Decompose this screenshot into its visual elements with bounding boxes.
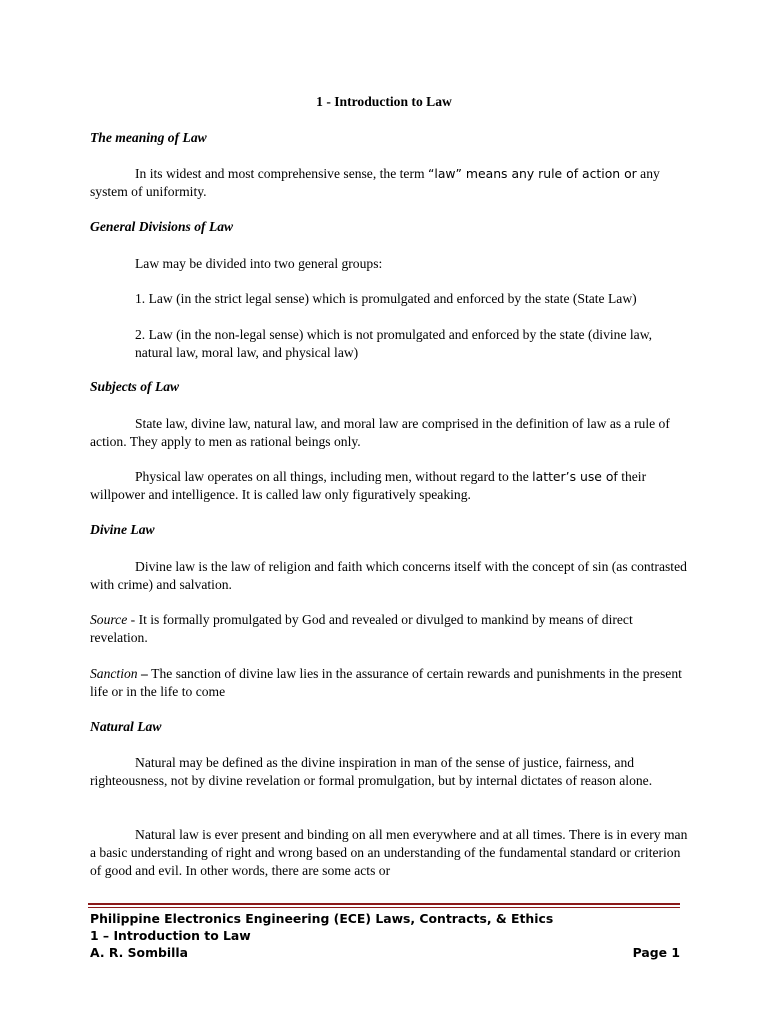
paragraph-subjects-1: State law, divine law, natural law, and moral law are comprised in the definition of law as a rule of action. They apply to men as rational beings only.: [90, 416, 670, 449]
heading-meaning-of-law: The meaning of Law: [90, 130, 207, 145]
list-item: 2. Law (in the non-legal sense) which is not promulgated and enforced by the state (divine law, natural law, moral law, and physical law): [135, 327, 653, 360]
paragraph-sanction: [90, 665, 690, 701]
footer-rule: [88, 907, 680, 908]
paragraph-divine: Divine law is the law of religion and faith which concerns itself with the concept of sin (as contrasted with crime) and salvation.: [90, 559, 687, 592]
paragraph-source: [90, 611, 690, 647]
paragraph-natural-1: Natural may be defined as the divine inspiration in man of the sense of justice, fairness, and righteousness, not by divine revelation or formal promulgation, but by internal dictates of reason alone.: [90, 755, 653, 788]
text-run: Physical law operates on all things, including men, without regard to the: [135, 469, 533, 484]
text-run: their willpower and intelligence. It is called law only figuratively speaking.: [90, 469, 647, 502]
text-run: –: [137, 666, 152, 681]
sanction-label: Sanction: [90, 666, 138, 681]
heading-natural-law: Natural Law: [90, 719, 162, 734]
paragraph-natural-2: Natural law is ever present and binding on all men everywhere and at all times. There is in every man a basic understanding of right and wrong based on an understanding of the fundamental standard or criterion of good and evil. In other words, there are some acts or: [90, 827, 688, 878]
text-run: any system of uniformity.: [90, 166, 660, 199]
list-item: 1. Law (in the strict legal sense) which is promulgated and enforced by the state (State Law): [135, 291, 637, 306]
page-title: 1 - Introduction to Law: [316, 94, 452, 109]
text-run: latter’s use of: [532, 469, 618, 484]
text-run: “law” means any rule of action or: [427, 166, 637, 181]
paragraph-subjects-2: [90, 468, 690, 504]
text-run: - It is formally promulgated by God and revealed or divulged to mankind by means of direct revelation.: [90, 612, 633, 645]
footer-author: A. R. Sombilla: [90, 945, 188, 960]
paragraph-divisions-intro: Law may be divided into two general groups:: [135, 256, 383, 271]
footer-rule: [88, 903, 680, 905]
footer-course-title: Philippine Electronics Engineering (ECE) Laws, Contracts, & Ethics: [90, 911, 554, 926]
heading-divine-law: Divine Law: [90, 522, 155, 537]
heading-general-divisions: General Divisions of Law: [90, 219, 234, 234]
text-run: In its widest and most comprehensive sense, the term: [135, 166, 428, 181]
footer-chapter: 1 – Introduction to Law: [90, 928, 251, 943]
source-label: Source: [90, 612, 128, 627]
heading-subjects-of-law: Subjects of Law: [90, 379, 180, 394]
text-run: The sanction of divine law lies in the assurance of certain rewards and punishments in the present life or in the life to come: [90, 666, 682, 699]
paragraph-meaning: [90, 165, 690, 201]
page-number: Page 1: [632, 945, 680, 960]
